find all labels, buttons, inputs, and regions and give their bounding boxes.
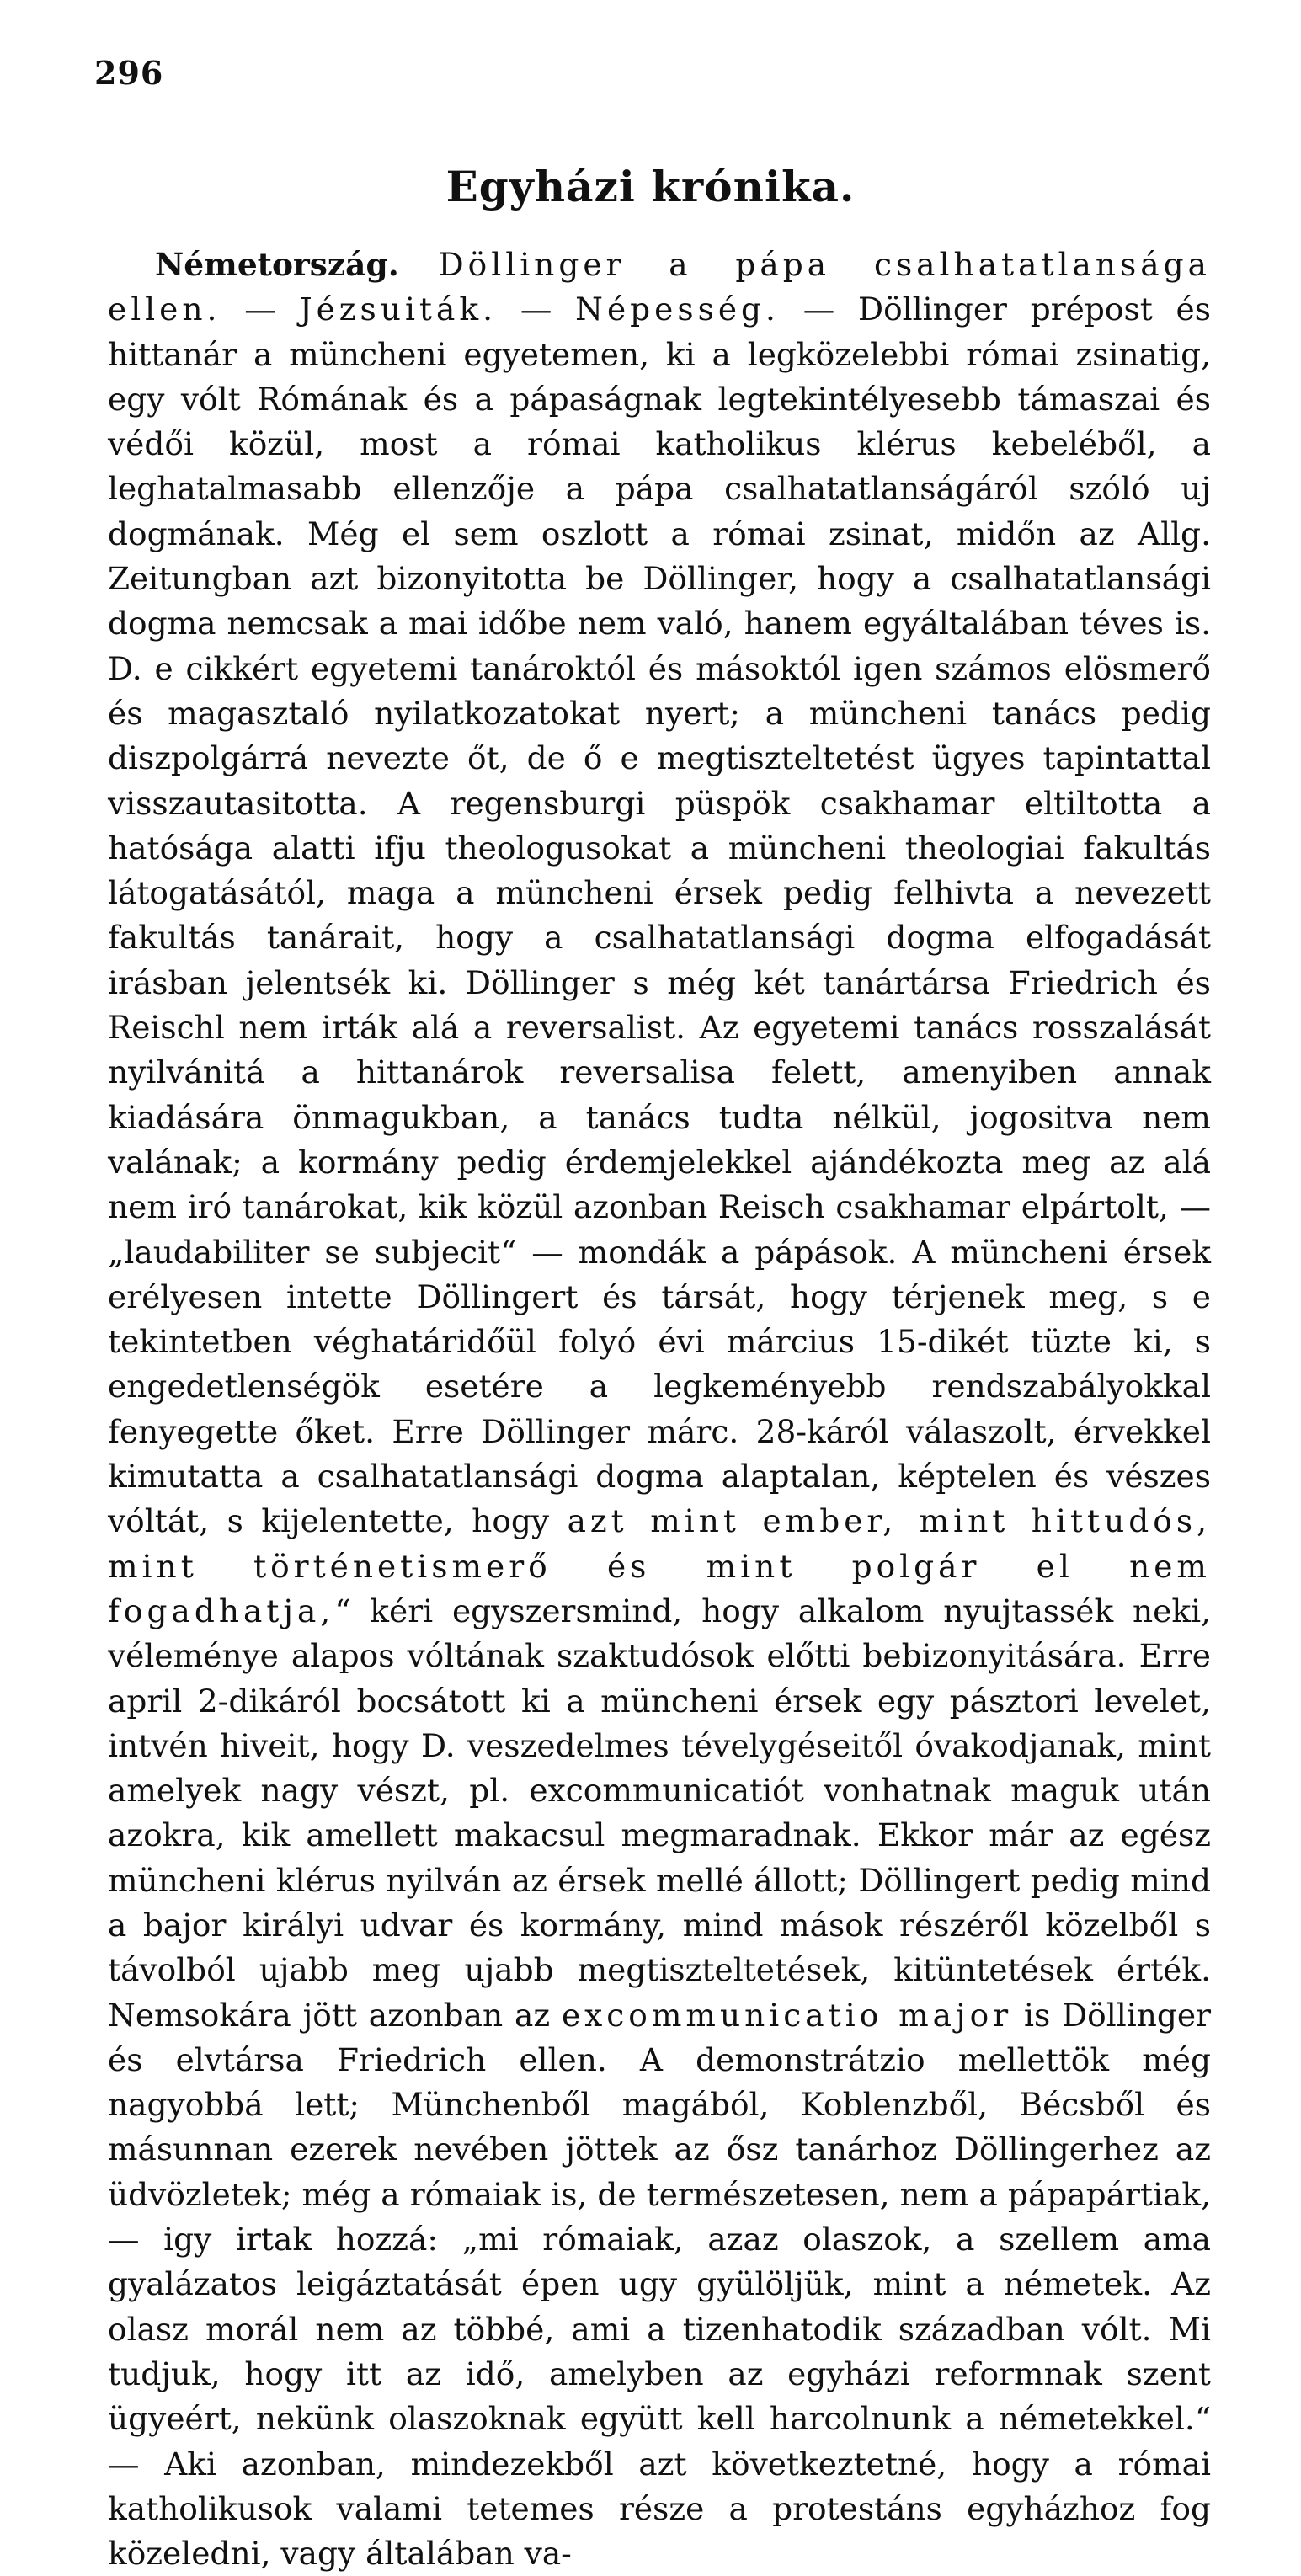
page-title: Egyházi krónika. <box>445 162 856 211</box>
body-text-part-1: — Döllinger prépost és hittanár a müncheni egyetemen, ki a legközelebbi római zsinatig, egy vólt Rómának és a pápaságnak legtekintélyesebb támaszai és védői közül, most a római katholikus klérus kebeléből, a leghatalmasabb ellenzője a pápa csalhatatlanságáról szóló uj dogmának. Még el sem oszlott a római zsinat, midőn az Allg. Zeitungban azt bizonyitotta be Döllinger, hogy a csalhatatlansági dogma nemcsak a mai időbe nem való, hanem egyáltalában téves is. D. e cikkért egyetemi tanároktól és másoktól igen számos elösmerő és magasztaló nyilatkozatokat nyert; a müncheni tanács pedig diszpolgárrá nevezte őt, de ő e megtiszteltetést ügyes tapintattal visszautasitotta. A regensburgi püspök csakhamar eltiltotta a hatósága alatti ifju theologusokat a müncheni theologiai fakultás látogatásától, maga a müncheni érsek pedig felhivta a nevezett fakultás tanárait, hogy a csalhatatlansági dogma elfogadását irásban jelentsék ki. Döllinger s még két tanártársa Friedrich és Reischl nem irták alá a reversalist. Az egyetemi tanács rosszalását nyilvánitá a hittanárok reversalisa felett, amenyiben annak kiadására önmagukban, a tanács tudta nélkül, jogositva nem valának; a kormány pedig érdemjelekkel ajándékozta meg az alá nem iró tanárokat, kik közül azonban Reisch csakhamar elpártolt, — „laudabiliter se subjecit“ — mondák a pápások. A müncheni érsek erélyesen intette Döllingert és társát, hogy térjenek meg, s e tekintetben véghatáridőül folyó évi március 15-dikét tüzte ki, s engedetlenségök esetére a legkeményebb rendszabályokkal fenyegette őket. Erre Döllinger márc. 28-káról válaszolt, érvekkel kimutatta a csalhatatlansági dogma alaptalan, képtelen és vészes vóltát, s kijelentette, hogy <box>108 291 1211 1540</box>
topic-separator: — <box>497 291 576 328</box>
emphasized-term: excommunicatio major <box>561 1996 1013 2034</box>
topic-dollinger: Döllinger a pápa csalhatatlansága ellen. <box>108 246 1212 328</box>
body-text-part-2: “ kéri egyszersmind, hogy alkalom nyujtassék neki, véleménye alapos vóltának szaktudósok előtti bebizonyitására. Erre april 2-dikáról bocsátott ki a müncheni érsek egy pásztori levelet, intvén hiveit, hogy D. veszedelmes tévelygéseitől óvakodjanak, mint amelyek nagy vészt, pl. excommunicatiót vonhatnak maguk után azokra, kik amellett makacsul megmaradnak. Ekkor már az egész müncheni klérus nyilván az érsek mellé állott; Döllingert pedig mind a bajor királyi udvar és kormány, mind mások részéről közelből s távolból ujabb meg ujabb megtiszteltetések, kitüntetések érték. Nemsokára jött azonban az <box>108 1592 1211 2034</box>
topic-population: Népesség. <box>575 291 780 328</box>
topic-separator: — <box>221 291 300 328</box>
section-heading: Németország. <box>155 246 399 283</box>
emphasized-quote: azt mint ember, mint hittudós, mint történetismerő és mint polgár el nem fogadhatja, <box>108 1502 1211 1629</box>
article-paragraph <box>108 243 1211 2576</box>
body-text-part-3: is Döllinger és elvtársa Friedrich ellen. A demonstrátzio mellettök még nagyobbá lett; Münchenből magából, Koblenzből, Bécsből és másunnan ezerek nevében jöttek az ősz tanárhoz Döllingerhez az üdvözletek; még a rómaiak is, de természetesen, nem a pápapártiak, — igy irtak hozzá: „mi rómaiak, azaz olaszok, a szellem ama gyalázatos leigáztatását épen ugy gyülöljük, mint a németek. Az olasz morál nem az többé, ami a tizenhatodik században vólt. Mi tudjuk, hogy itt az idő, amelyben az egyházi reformnak szent ügyeért, nekünk olaszoknak együtt kell harcolnunk a németekkel.“ — Aki azonban, mindezekből azt következtetné, hogy a római katholikusok valami tetemes része a protestáns egyházhoz fog közeledni, vagy általában va- <box>108 1996 1211 2573</box>
article-body <box>108 243 1211 2576</box>
topic-jesuits: Jézsuiták. <box>299 291 498 328</box>
page-number: 296 <box>94 54 164 92</box>
